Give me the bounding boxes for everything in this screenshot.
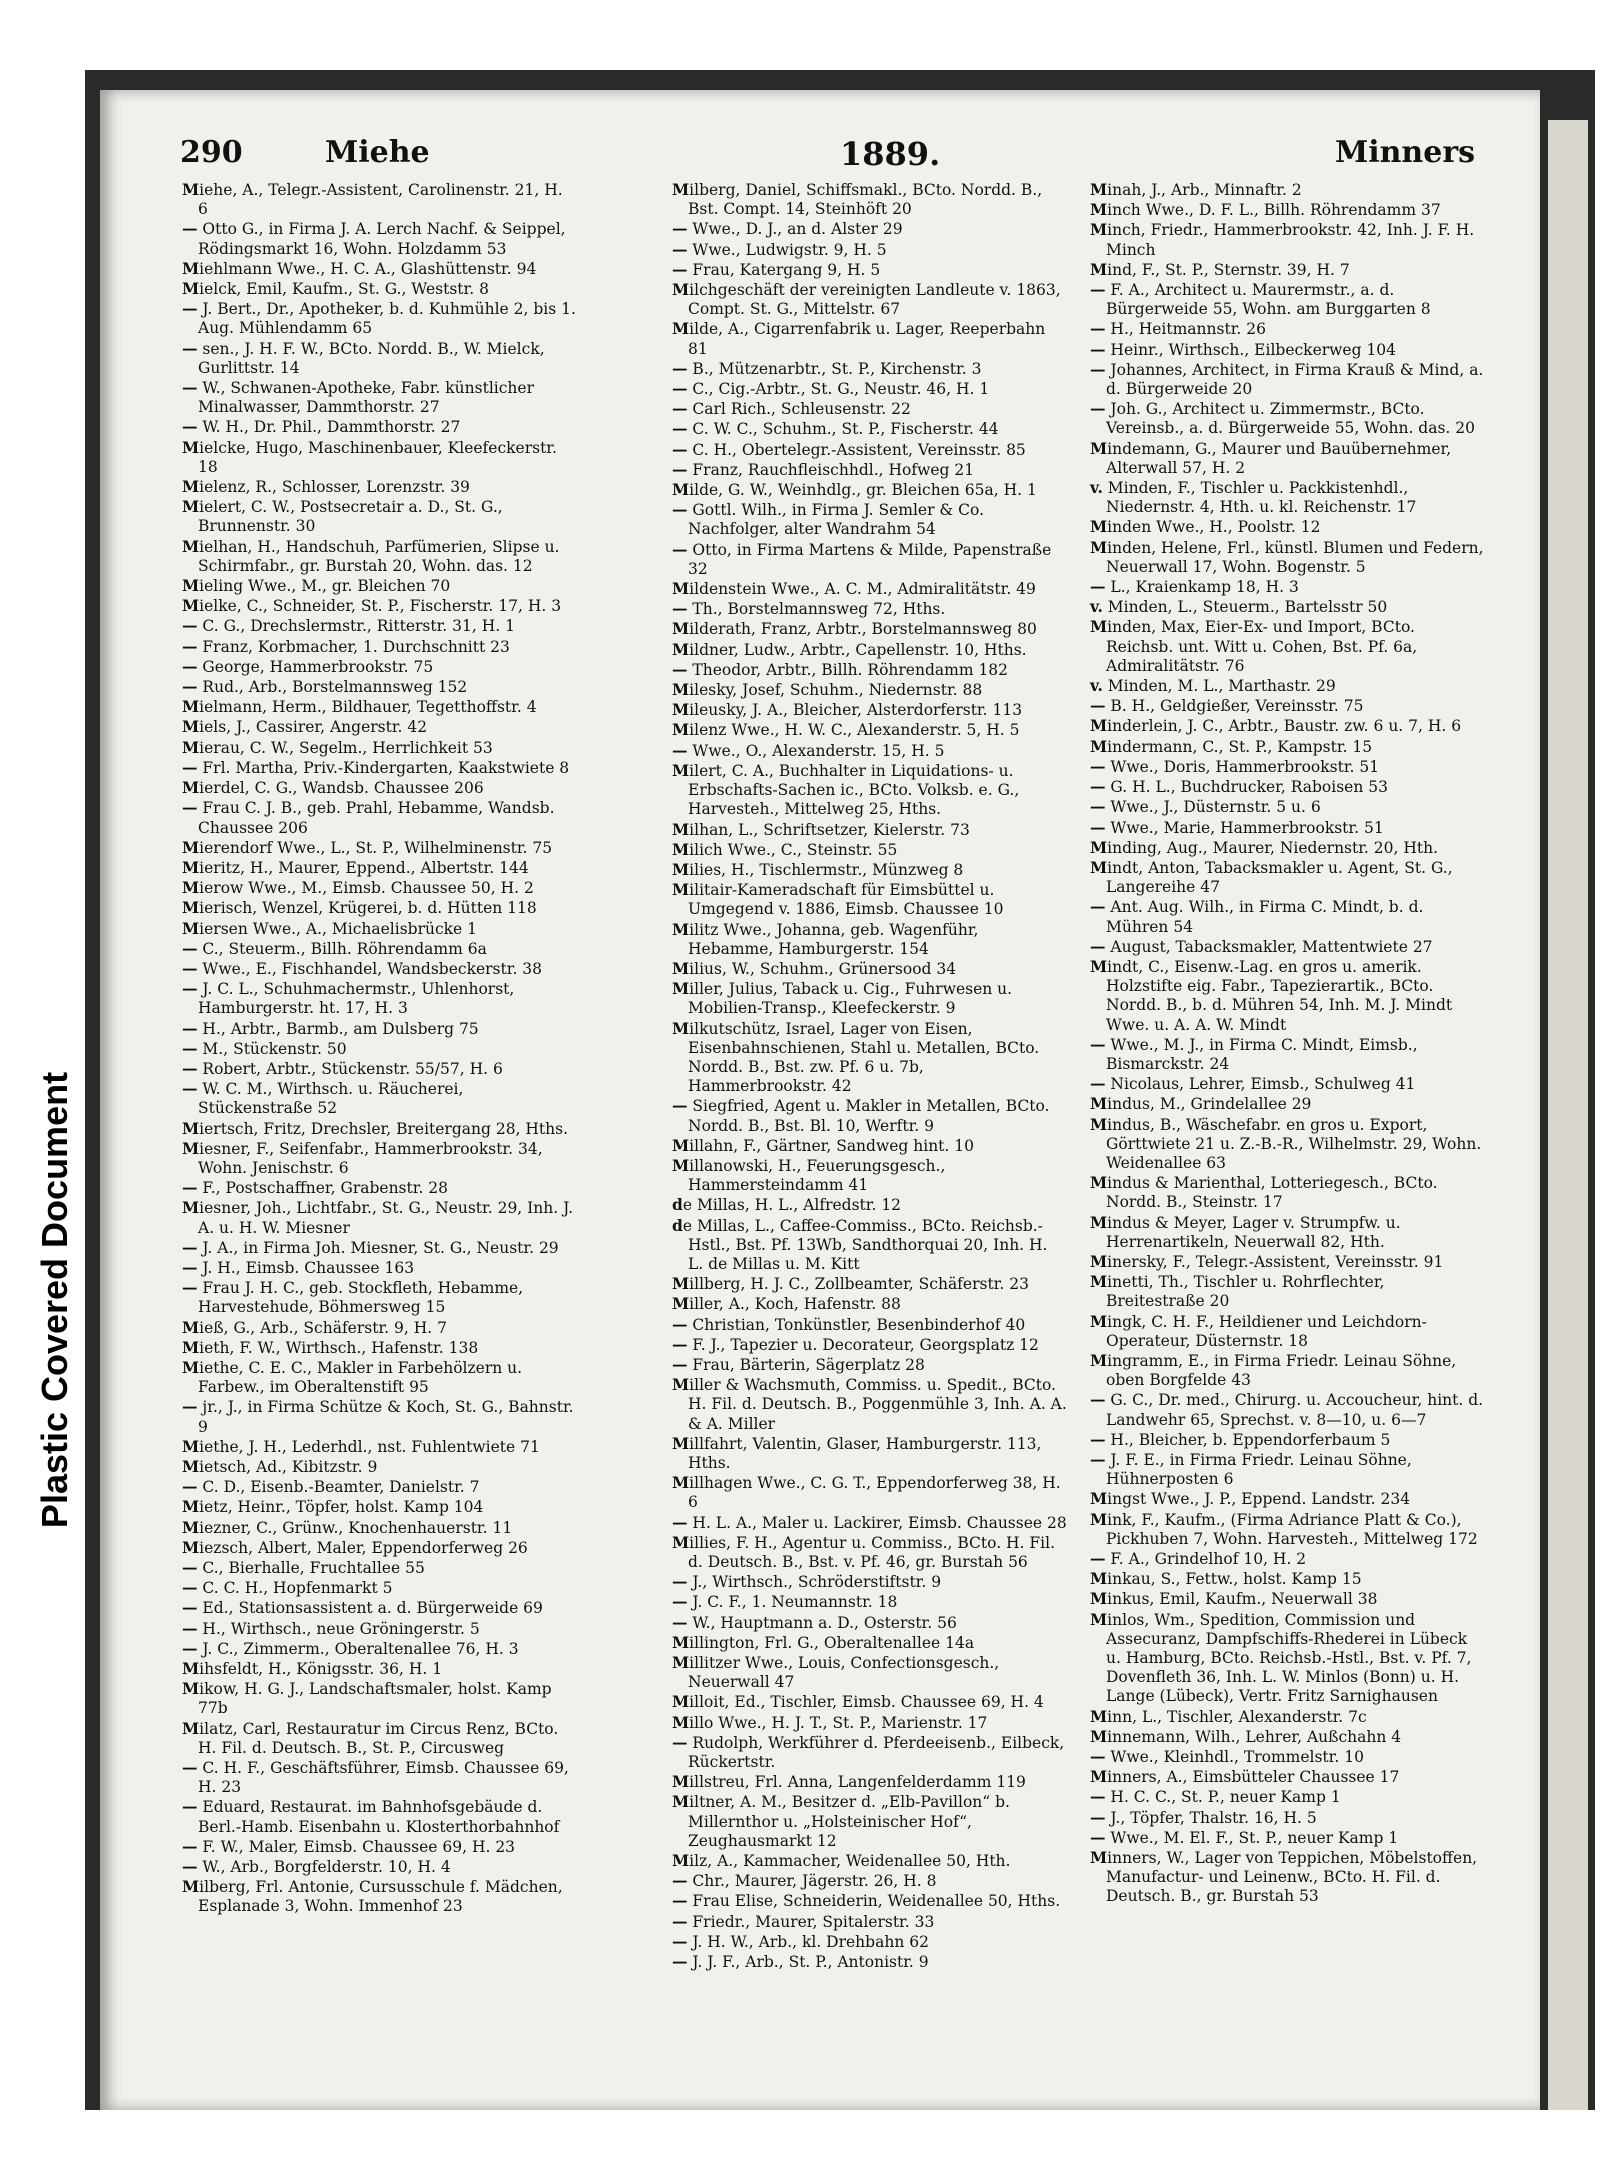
- directory-entry: Mierendorf Wwe., L., St. P., Wilhelminenstr. 75: [182, 837, 553, 857]
- directory-entry: Minch Wwe., D. F. L., Billh. Röhrendamm 37: [1090, 200, 1441, 220]
- directory-entry: Miesner, F., Seifenfabr., Hammerbrookstr. 34, Wohn. Jenischstr. 6: [182, 1138, 543, 1177]
- directory-entry: Miersen Wwe., A., Michaelisbrücke 1: [182, 918, 477, 938]
- directory-entry: — J., Wirthsch., Schröderstiftstr. 9: [672, 1572, 942, 1592]
- directory-entry: Mieth, F. W., Wirthsch., Hafenstr. 138: [182, 1337, 479, 1357]
- directory-entry: Milatz, Carl, Restauratur im Circus Renz, BCto. H. Fil. d. Deutsch. B., St. P., Circusweg: [182, 1718, 559, 1757]
- directory-entry: Mindemann, G., Maurer und Bauübernehmer, Alterwall 57, H. 2: [1090, 438, 1452, 477]
- directory-entry: Miller, Julius, Taback u. Cig., Fuhrwesen u. Mobilien-Transp., Kleefeckerstr. 9: [672, 979, 1013, 1018]
- directory-entry: Millington, Frl. G., Oberaltenallee 14a: [672, 1632, 975, 1652]
- directory-entry: — H., Heitmannstr. 26: [1090, 319, 1266, 339]
- directory-entry: — B., Mützenarbtr., St. P., Kirchenstr. 3: [672, 358, 982, 378]
- directory-entry: Mikow, H. G. J., Landschaftsmaler, holst. Kamp 77b: [182, 1679, 552, 1718]
- facing-page-edge: [1548, 120, 1588, 2110]
- directory-entry: — Theodor, Arbtr., Billh. Röhrendamm 182: [672, 659, 1009, 679]
- directory-entry: Mingramm, E., in Firma Friedr. Leinau Söhne, oben Borgfelde 43: [1090, 1350, 1457, 1390]
- directory-entry: Millitzer Wwe., Louis, Confectionsgesch., Neuerwall 47: [672, 1653, 1000, 1692]
- directory-entry: Millo Wwe., H. J. T., St. P., Marienstr. 17: [672, 1712, 988, 1732]
- directory-entry: — F. W., Maler, Eimsb. Chaussee 69, H. 23: [182, 1836, 516, 1856]
- directory-entry: Milde, A., Cigarrenfabrik u. Lager, Reeperbahn 81: [672, 319, 1046, 358]
- directory-entry: de Millas, H. L., Alfredstr. 12: [672, 1195, 902, 1215]
- directory-entry: Mierau, C. W., Segelm., Herrlichkeit 53: [182, 737, 493, 757]
- directory-entry: Mihsfeldt, H., Königsstr. 36, H. 1: [182, 1659, 443, 1679]
- directory-entry: — H., Wirthsch., neue Gröningerstr. 5: [182, 1618, 480, 1638]
- directory-entry: — H. L. A., Maler u. Lackirer, Eimsb. Chaussee 28: [672, 1512, 1067, 1532]
- directory-entry: — C. G., Drechslermstr., Ritterstr. 31, H. 1: [182, 616, 515, 636]
- directory-entry: Miehlmann Wwe., H. C. A., Glashüttenstr. 94: [182, 258, 537, 278]
- directory-entry: — Christian, Tonkünstler, Besenbinderhof 40: [672, 1314, 1026, 1334]
- column-3: [1090, 180, 1485, 1907]
- directory-entry: Mingst Wwe., J. P., Eppend. Landstr. 234: [1090, 1489, 1411, 1509]
- directory-entry: Minah, J., Arb., Minnaftr. 2: [1090, 180, 1302, 199]
- directory-entry: — Wwe., Kleinhdl., Trommelstr. 10: [1090, 1747, 1364, 1767]
- directory-entry: Mielcke, Hugo, Maschinenbauer, Kleefeckerstr. 18: [182, 437, 557, 476]
- directory-entry: Mildenstein Wwe., A. C. M., Admiralitätstr. 49: [672, 579, 1036, 599]
- directory-entry: Mieß, G., Arb., Schäferstr. 9, H. 7: [182, 1317, 447, 1337]
- directory-entry: — Wwe., Ludwigstr. 9, H. 5: [672, 239, 887, 259]
- directory-entry: Milde, G. W., Weinhdlg., gr. Bleichen 65a, H. 1: [672, 480, 1037, 500]
- directory-entry: Milloit, Ed., Tischler, Eimsb. Chaussee 69, H. 4: [672, 1692, 1044, 1712]
- year: 1889.: [840, 135, 941, 173]
- directory-entry: Miehe, A., Telegr.-Assistent, Carolinenstr. 21, H. 6: [182, 180, 563, 219]
- directory-entry: — Carl Rich., Schleusenstr. 22: [672, 399, 911, 419]
- directory-entry: Mielck, Emil, Kaufm., St. G., Weststr. 8: [182, 279, 489, 299]
- directory-entry: — L., Kraienkamp 18, H. 3: [1090, 577, 1299, 597]
- directory-entry: — W. H., Dr. Phil., Dammthorstr. 27: [182, 417, 461, 437]
- directory-entry: Minding, Aug., Maurer, Niedernstr. 20, Hth.: [1090, 837, 1439, 857]
- directory-entry: — Frau, Katergang 9, H. 5: [672, 259, 881, 279]
- directory-entry: Mielert, C. W., Postsecretair a. D., St. G., Brunnenstr. 30: [182, 497, 503, 536]
- directory-entry: — C. D., Eisenb.-Beamter, Danielstr. 7: [182, 1477, 480, 1497]
- directory-entry: — Wwe., J., Düsternstr. 5 u. 6: [1090, 797, 1321, 817]
- directory-entry: Miertsch, Fritz, Drechsler, Breitergang 28, Hths.: [182, 1118, 569, 1138]
- directory-entry: Minners, A., Eimsbütteler Chaussee 17: [1090, 1767, 1400, 1787]
- directory-entry: Miezsch, Albert, Maler, Eppendorferweg 26: [182, 1537, 528, 1557]
- directory-entry: — Nicolaus, Lehrer, Eimsb., Schulweg 41: [1090, 1074, 1416, 1094]
- directory-entry: Minetti, Th., Tischler u. Rohrflechter, Breitestraße 20: [1090, 1272, 1385, 1311]
- directory-entry: — Wwe., O., Alexanderstr. 15, H. 5: [672, 740, 945, 760]
- directory-entry: Mildner, Ludw., Arbtr., Capellenstr. 10, Hths.: [672, 639, 1027, 659]
- directory-entry: — J. C. L., Schuhmachermstr., Uhlenhorst, Hamburgerstr. ht. 17, H. 3: [182, 979, 515, 1018]
- directory-entry: Mielhan, H., Handschuh, Parfümerien, Slipse u. Schirmfabr., gr. Burstah 20, Wohn. das. 12: [182, 536, 560, 575]
- directory-entry: Mingk, C. H. F., Heildiener und Leichdorn-Operateur, Düsternstr. 18: [1090, 1311, 1427, 1350]
- directory-entry: Minden, Helene, Frl., künstl. Blumen und Federn, Neuerwall 17, Wohn. Bogenstr. 5: [1090, 537, 1484, 576]
- directory-entry: — J. J. F., Arb., St. P., Antonistr. 9: [672, 1952, 929, 1972]
- page-header: [180, 135, 1550, 175]
- directory-entry: Minden Wwe., H., Poolstr. 12: [1090, 517, 1321, 537]
- directory-entry: — G. C., Dr. med., Chirurg. u. Accoucheur, hint. d. Landwehr 65, Sprechst. v. 8—10, u. 6—7: [1090, 1390, 1484, 1429]
- directory-entry: — Th., Borstelmannsweg 72, Hths.: [672, 599, 946, 619]
- directory-entry: Milderath, Franz, Arbtr., Borstelmannsweg 80: [672, 619, 1037, 639]
- directory-entry: — Gottl. Wilh., in Firma J. Semler & Co. Nachfolger, alter Wandrahm 54: [672, 500, 984, 539]
- directory-entry: Minkau, S., Fettw., holst. Kamp 15: [1090, 1569, 1362, 1589]
- directory-entry: — Chr., Maurer, Jägerstr. 26, H. 8: [672, 1871, 937, 1891]
- directory-entry: Milhan, L., Schriftsetzer, Kielerstr. 73: [672, 819, 970, 839]
- directory-entry: — B. H., Geldgießer, Vereinsstr. 75: [1090, 696, 1364, 716]
- directory-entry: — Rud., Arb., Borstelmannsweg 152: [182, 677, 468, 697]
- page-number: 290: [180, 135, 243, 170]
- directory-entry: v. Minden, F., Tischler u. Packkistenhdl., Niedernstr. 4, Hth. u. kl. Reichenstr. 17: [1090, 478, 1417, 517]
- directory-entry: Mindus, M., Grindelallee 29: [1090, 1094, 1312, 1114]
- directory-entry: — J. H., Eimsb. Chaussee 163: [182, 1257, 415, 1277]
- directory-entry: Militz Wwe., Johanna, geb. Wagenführ, Hebamme, Hamburgerstr. 154: [672, 919, 979, 958]
- directory-entry: — August, Tabacksmakler, Mattentwiete 27: [1090, 936, 1433, 956]
- directory-entry: — Wwe., M. El. F., St. P., neuer Kamp 1: [1090, 1827, 1399, 1847]
- directory-entry: Miethe, C. E. C., Makler in Farbehölzern u. Farbew., im Oberaltenstift 95: [182, 1357, 523, 1397]
- left-running-head: Miehe: [325, 135, 430, 170]
- directory-entry: Milert, C. A., Buchhalter in Liquidations- u. Erbschafts-Sachen ic., BCto. Volksb. e. G., Harvesteh., Mittelweg 25, Hths.: [672, 760, 1020, 819]
- directory-entry: Milich Wwe., C., Steinstr. 55: [672, 839, 898, 859]
- directory-entry: Milius, W., Schuhm., Grünersood 34: [672, 958, 957, 978]
- directory-entry: v. Minden, M. L., Marthastr. 29: [1090, 676, 1336, 696]
- directory-entry: Miesner, Joh., Lichtfabr., St. G., Neustr. 29, Inh. J. A. u. H. W. Miesner: [182, 1198, 574, 1237]
- directory-entry: Miller, A., Koch, Hafenstr. 88: [672, 1294, 901, 1314]
- directory-entry: — J. A., in Firma Joh. Miesner, St. G., Neustr. 29: [182, 1237, 559, 1257]
- directory-entry: — C. H. F., Geschäftsführer, Eimsb. Chaussee 69, H. 23: [182, 1758, 569, 1797]
- directory-entry: — W., Schwanen-Apotheke, Fabr. künstlicher Minalwasser, Dammthorstr. 27: [182, 378, 534, 417]
- directory-entry: Milies, H., Tischlermstr., Münzweg 8: [672, 859, 964, 879]
- directory-entry: Milkutschütz, Israel, Lager von Eisen, Eisenbahnschienen, Stahl u. Metallen, BCto. Nordd. B., Bst. zw. Pf. 6 u. 7b, Hammerbrookstr. 42: [672, 1018, 1040, 1096]
- directory-entry: Minderlein, J. C., Arbtr., Baustr. zw. 6 u. 7, H. 6: [1090, 716, 1462, 736]
- directory-entry: Mietsch, Ad., Kibitzstr. 9: [182, 1457, 378, 1476]
- right-running-head: Minners: [1335, 135, 1476, 170]
- directory-entry: Minners, W., Lager von Teppichen, Möbelstoffen, Manufactur- und Leinenw., BCto. H. Fil. d. Deutsch. B., gr. Burstah 53: [1090, 1848, 1478, 1906]
- directory-entry: — H. C. C., St. P., neuer Kamp 1: [1090, 1787, 1341, 1807]
- directory-entry: Minersky, F., Telegr.-Assistent, Vereinsstr. 91: [1090, 1251, 1444, 1271]
- directory-entry: Mieritz, H., Maurer, Eppend., Albertstr. 144: [182, 857, 529, 877]
- directory-entry: — Joh. G., Architect u. Zimmermstr., BCto. Vereinsb., a. d. Bürgerweide 55, Wohn. das. 20: [1090, 399, 1476, 438]
- directory-entry: — Wwe., Marie, Hammerbrookstr. 51: [1090, 817, 1384, 837]
- directory-entry: Mindus, B., Wäschefabr. en gros u. Export, Görttwiete 21 u. Z.-B.-R., Wilhelmstr. 29, Wohn. Weidenallee 63: [1090, 1114, 1482, 1172]
- side-label: Plastic Covered Document: [34, 1071, 76, 1529]
- directory-entry: — Wwe., Doris, Hammerbrookstr. 51: [1090, 756, 1380, 776]
- directory-entry: — Heinr., Wirthsch., Eilbeckerweg 104: [1090, 339, 1397, 359]
- directory-entry: — sen., J. H. F. W., BCto. Nordd. B., W. Mielck, Gurlittstr. 14: [182, 338, 545, 377]
- directory-entry: Mielmann, Herm., Bildhauer, Tegetthoffstr. 4: [182, 697, 537, 717]
- directory-entry: Milesky, Josef, Schuhm., Niedernstr. 88: [672, 680, 983, 700]
- directory-entry: Mieling Wwe., M., gr. Bleichen 70: [182, 576, 451, 596]
- directory-entry: — F., Postschaffner, Grabenstr. 28: [182, 1178, 449, 1198]
- directory-entry: — C., Bierhalle, Fruchtallee 55: [182, 1558, 425, 1578]
- directory-entry: Mindt, Anton, Tabacksmakler u. Agent, St. G., Langereihe 47: [1090, 857, 1453, 897]
- directory-entry: Milberg, Frl. Antonie, Cursusschule f. Mädchen, Esplanade 3, Wohn. Immenhof 23: [182, 1877, 563, 1916]
- directory-entry: — C., Cig.-Arbtr., St. G., Neustr. 46, H. 1: [672, 379, 990, 399]
- directory-entry: Minkus, Emil, Kaufm., Neuerwall 38: [1090, 1589, 1378, 1609]
- directory-entry: Militair-Kameradschaft für Eimsbüttel u. Umgegend v. 1886, Eimsb. Chaussee 10: [672, 880, 1004, 919]
- directory-entry: Mierow Wwe., M., Eimsb. Chaussee 50, H. 2: [182, 878, 534, 898]
- directory-entry: — C., Steuerm., Billh. Röhrendamm 6a: [182, 938, 487, 958]
- directory-entry: — M., Stückenstr. 50: [182, 1038, 347, 1058]
- directory-entry: — Wwe., M. J., in Firma C. Mindt, Eimsb., Bismarckstr. 24: [1090, 1034, 1418, 1073]
- directory-entry: — Frl. Martha, Priv.-Kindergarten, Kaakstwiete 8: [182, 757, 570, 777]
- directory-entry: — F. J., Tapezier u. Decorateur, Georgsplatz 12: [672, 1334, 1039, 1354]
- directory-entry: Mind, F., St. P., Sternstr. 39, H. 7: [1090, 259, 1350, 279]
- directory-entry: — Friedr., Maurer, Spitalerstr. 33: [672, 1911, 935, 1931]
- column-1: [182, 180, 577, 1917]
- directory-entry: Mietz, Heinr., Töpfer, holst. Kamp 104: [182, 1497, 484, 1517]
- directory-entry: — Rudolph, Werkführer d. Pferdeeisenb., Eilbeck, Rückertstr.: [672, 1732, 1065, 1772]
- directory-entry: — Wwe., E., Fischhandel, Wandsbeckerstr. 38: [182, 958, 543, 978]
- directory-entry: — Ed., Stationsassistent a. d. Bürgerweide 69: [182, 1598, 543, 1618]
- directory-entry: — Frau, Bärterin, Sägerplatz 28: [672, 1354, 925, 1374]
- directory-entry: — G. H. L., Buchdrucker, Raboisen 53: [1090, 777, 1388, 797]
- directory-entry: Millhagen Wwe., C. G. T., Eppendorferweg 38, H. 6: [672, 1473, 1061, 1512]
- directory-entry: — C. C. H., Hopfenmarkt 5: [182, 1578, 393, 1598]
- directory-entry: — H., Bleicher, b. Eppendorferbaum 5: [1090, 1429, 1391, 1449]
- directory-entry: v. Minden, L., Steuerm., Bartelsstr 50: [1090, 597, 1388, 617]
- directory-entry: Mink, F., Kaufm., (Firma Adriance Platt & Co.), Pickhuben 7, Wohn. Harvesteh., Mittelweg 172: [1090, 1509, 1478, 1548]
- directory-entry: — Wwe., D. J., an d. Alster 29: [672, 219, 903, 239]
- directory-entry: Millies, F. H., Agentur u. Commiss., BCto. H. Fil. d. Deutsch. B., Bst. v. Pf. 46, gr. Burstah 56: [672, 1532, 1056, 1572]
- directory-entry: Milz, A., Kammacher, Weidenallee 50, Hth.: [672, 1851, 1011, 1871]
- directory-entry: Millanowski, H., Feuerungsgesch., Hammersteindamm 41: [672, 1155, 946, 1195]
- directory-entry: Miltner, A. M., Besitzer d. „Elb-Pavillon“ b. Millernthor u. „Holsteinischer Hof“, Zeughausmarkt 12: [672, 1792, 1010, 1850]
- directory-entry: — J. C., Zimmerm., Oberaltenallee 76, H. 3: [182, 1638, 519, 1658]
- directory-entry: Mindermann, C., St. P., Kampstr. 15: [1090, 736, 1373, 756]
- directory-entry: — Otto, in Firma Martens & Milde, Papenstraße 32: [672, 539, 1052, 578]
- directory-entry: — Eduard, Restaurat. im Bahnhofsgebäude d. Berl.-Hamb. Eisenbahn u. Klosterthorbahnhof: [182, 1797, 560, 1836]
- directory-entry: — F. A., Architect u. Maurermstr., a. d. Bürgerweide 55, Wohn. am Burggarten 8: [1090, 280, 1431, 319]
- directory-entry: Mielenz, R., Schlosser, Lorenzstr. 39: [182, 477, 470, 497]
- directory-entry: — Franz, Rauchfleischhdl., Hofweg 21: [672, 459, 975, 479]
- directory-entry: Milenz Wwe., H. W. C., Alexanderstr. 5, H. 5: [672, 720, 1020, 740]
- directory-entry: Mierisch, Wenzel, Krügerei, b. d. Hütten 118: [182, 898, 537, 918]
- directory-entry: Mindus & Marienthal, Lotteriegesch., BCto. Nordd. B., Steinstr. 17: [1090, 1173, 1438, 1212]
- directory-entry: Milberg, Daniel, Schiffsmakl., BCto. Nordd. B., Bst. Compt. 14, Steinhöft 20: [672, 180, 1043, 219]
- directory-entry: — C. W. C., Schuhm., St. P., Fischerstr. 44: [672, 419, 999, 439]
- directory-entry: — W., Hauptmann a. D., Osterstr. 56: [672, 1612, 957, 1632]
- directory-entry: Miels, J., Cassirer, Angerstr. 42: [182, 717, 428, 737]
- directory-entry: — J. Bert., Dr., Apotheker, b. d. Kuhmühle 2, bis 1. Aug. Mühlendamm 65: [182, 299, 576, 338]
- directory-entry: Mindt, C., Eisenw.-Lag. en gros u. amerik. Holzstifte eig. Fabr., Tapezierartik., BCto. Nordd. B., b. d. Mühren 54, Inh. M. J. Mindt Wwe. u. A. A. W. Mindt: [1090, 956, 1453, 1034]
- directory-entry: Minnemann, Wilh., Lehrer, Außchahn 4: [1090, 1726, 1402, 1746]
- directory-entry: — W. C. M., Wirthsch. u. Räucherei, Stückenstraße 52: [182, 1079, 464, 1118]
- directory-entry: — W., Arb., Borgfelderstr. 10, H. 4: [182, 1857, 451, 1877]
- directory-entry: Miethe, J. H., Lederhdl., nst. Fuhlentwiete 71: [182, 1436, 540, 1456]
- directory-entry: — Frau Elise, Schneiderin, Weidenallee 50, Hths.: [672, 1891, 1061, 1911]
- directory-entry: — jr., J., in Firma Schütze & Koch, St. G., Bahnstr. 9: [182, 1397, 574, 1436]
- column-2: [672, 180, 1067, 1972]
- directory-entry: Milchgeschäft der vereinigten Landleute v. 1863, Compt. St. G., Mittelstr. 67: [672, 280, 1061, 319]
- directory-entry: — Siegfried, Agent u. Makler in Metallen, BCto. Nordd. B., Bst. Bl. 10, Werftr. 9: [672, 1096, 1050, 1135]
- directory-entry: — George, Hammerbrookstr. 75: [182, 656, 434, 676]
- directory-entry: — Johannes, Architect, in Firma Krauß & Mind, a. d. Bürgerweide 20: [1090, 359, 1484, 399]
- directory-entry: — J. F. E., in Firma Friedr. Leinau Söhne, Hühnerposten 6: [1090, 1450, 1412, 1489]
- directory-entry: — J., Töpfer, Thalstr. 16, H. 5: [1090, 1807, 1317, 1827]
- directory-entry: — Ant. Aug. Wilh., in Firma C. Mindt, b. d. Mühren 54: [1090, 897, 1424, 936]
- directory-entry: Millahn, F., Gärtner, Sandweg hint. 10: [672, 1135, 974, 1155]
- directory-entry: Minlos, Wm., Spedition, Commission und Assecuranz, Dampfschiffs-Rhederei in Lübeck u. Hamburg, BCto. Reichsb.-Hstl., Bst. v. Pf. 7, Dovenfleth 36, Inh. L. W. Minlos (Bonn) u. H. Lange (Lübeck), Vertr. Fritz Sarnighausen: [1090, 1609, 1472, 1706]
- directory-entry: Millfahrt, Valentin, Glaser, Hamburgerstr. 113, Hths.: [672, 1433, 1042, 1472]
- directory-entry: Millberg, H. J. C., Zollbeamter, Schäferstr. 23: [672, 1274, 1029, 1294]
- directory-entry: de Millas, L., Caffee-Commiss., BCto. Reichsb.-Hstl., Bst. Pf. 13Wb, Sandthorquai 20, Inh. H. L. de Millas u. M. Kitt: [672, 1215, 1048, 1273]
- directory-entry: Mierdel, C. G., Wandsb. Chaussee 206: [182, 778, 484, 798]
- directory-entry: Minn, L., Tischler, Alexanderstr. 7c: [1090, 1706, 1367, 1726]
- directory-entry: Minch, Friedr., Hammerbrookstr. 42, Inh. J. F. H. Minch: [1090, 220, 1475, 259]
- directory-entry: Mielke, C., Schneider, St. P., Fischerstr. 17, H. 3: [182, 596, 562, 616]
- directory-entry: — Otto G., in Firma J. A. Lerch Nachf. & Seippel, Rödingsmarkt 16, Wohn. Holzdamm 53: [182, 219, 566, 258]
- directory-entry: — C. H., Obertelegr.-Assistent, Vereinsstr. 85: [672, 439, 1026, 459]
- directory-entry: — Frau C. J. B., geb. Prahl, Hebamme, Wandsb. Chaussee 206: [182, 798, 555, 837]
- directory-entry: Miller & Wachsmuth, Commiss. u. Spedit., BCto. H. Fil. d. Deutsch. B., Poggenmühle 3, Inh. A. A. & A. Miller: [672, 1375, 1067, 1433]
- directory-entry: — H., Arbtr., Barmb., am Dulsberg 75: [182, 1018, 479, 1038]
- directory-entry: Mindus & Meyer, Lager v. Strumpfw. u. Herrenartikeln, Neuerwall 82, Hth.: [1090, 1212, 1401, 1251]
- directory-entry: — Robert, Arbtr., Stückenstr. 55/57, H. 6: [182, 1058, 503, 1078]
- directory-entry: Millstreu, Frl. Anna, Langenfelderdamm 119: [672, 1772, 1026, 1792]
- directory-entry: Mileusky, J. A., Bleicher, Alsterdorferstr. 113: [672, 700, 1023, 720]
- directory-entry: — J. H. W., Arb., kl. Drehbahn 62: [672, 1931, 929, 1951]
- directory-entry: Miezner, C., Grünw., Knochenhauerstr. 11: [182, 1517, 513, 1537]
- directory-entry: — J. C. F., 1. Neumannstr. 18: [672, 1592, 898, 1612]
- directory-entry: — Franz, Korbmacher, 1. Durchschnitt 23: [182, 636, 510, 656]
- directory-entry: — Frau J. H. C., geb. Stockfleth, Hebamme, Harvestehude, Böhmersweg 15: [182, 1278, 524, 1317]
- directory-entry: — F. A., Grindelhof 10, H. 2: [1090, 1549, 1307, 1569]
- directory-entry: Minden, Max, Eier-Ex- und Import, BCto. Reichsb. unt. Witt u. Cohen, Bst. Pf. 6a, Admiralitätstr. 76: [1090, 617, 1418, 675]
